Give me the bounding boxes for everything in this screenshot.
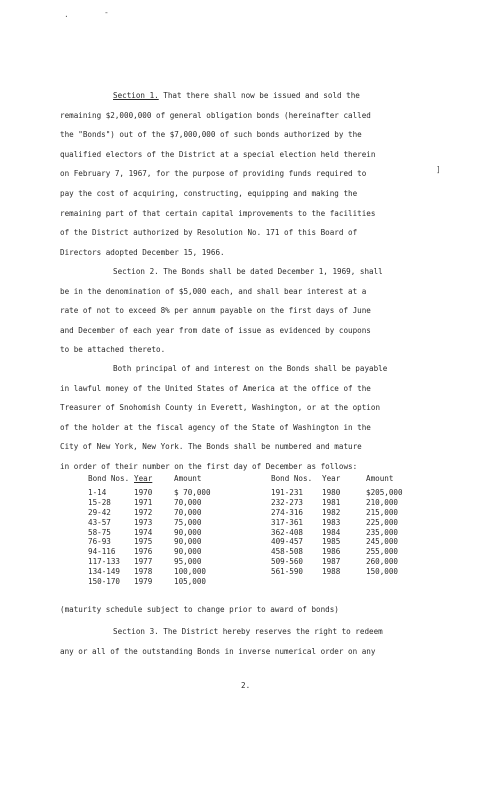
table-row [88, 488, 408, 498]
amount-cell: 105,000 [174, 577, 207, 587]
bond-nos-cell: 150-170 [88, 577, 121, 587]
scan-mark: . [64, 10, 69, 19]
text-line: Directors adopted December 15, 1966. [60, 247, 225, 257]
section-3-paragraph [60, 622, 440, 661]
text-line: Treasurer of Snohomish County in Everett, Washington, or at the option [60, 403, 381, 413]
amount-cell: 70,000 [174, 507, 202, 517]
table-body [88, 488, 408, 587]
text-line: pay the cost of acquiring, constructing, equipping and making the [60, 188, 358, 198]
bond-nos-cell: 15-28 [88, 497, 111, 507]
amount-cell: 260,000 [366, 557, 399, 567]
year-cell: 1979 [134, 577, 153, 587]
text-line: any or all of the outstanding Bonds in inverse numerical order on any [60, 646, 376, 656]
amount-cell: 100,000 [174, 567, 207, 577]
amount-cell: 90,000 [174, 547, 202, 557]
page-number: 2. [241, 681, 251, 690]
text-line: the "Bonds") out of the $7,000,000 of such bonds authorized by the [60, 130, 362, 140]
text-line: qualified electors of the District at a special election held therein [60, 149, 376, 159]
bond-nos-cell: 561-590 [271, 567, 304, 577]
bond-nos-cell: 1-14 [88, 488, 107, 497]
bond-nos-cell: 362-408 [271, 527, 304, 537]
amount-cell: 90,000 [174, 527, 202, 537]
bond-nos-cell: 509-560 [271, 557, 304, 567]
year-cell: 1987 [322, 557, 341, 567]
table-row [88, 518, 408, 528]
maturity-table [88, 474, 408, 587]
bond-nos-cell: 274-316 [271, 507, 304, 517]
year-cell: 1973 [134, 517, 153, 527]
table-row [88, 557, 408, 567]
amount-cell: 70,000 [174, 497, 202, 507]
table-row [88, 528, 408, 538]
scan-mark: ] [436, 165, 441, 174]
bond-nos-cell: 76-93 [88, 537, 111, 547]
table-row [88, 577, 408, 587]
table-row [88, 547, 408, 557]
amount-cell: 255,000 [366, 547, 399, 557]
bond-nos-cell: 43-57 [88, 517, 111, 527]
year-cell: 1977 [134, 557, 153, 567]
bond-nos-cell: 134-149 [88, 567, 121, 577]
amount-cell: 235,000 [366, 527, 399, 537]
year-cell: 1988 [322, 567, 341, 577]
header-year: Year [134, 474, 153, 483]
bond-nos-cell: 317-361 [271, 517, 304, 527]
table-row [88, 498, 408, 508]
year-cell: 1985 [322, 537, 341, 547]
year-cell: 1980 [322, 488, 341, 497]
section-2-paragraph [60, 262, 440, 360]
section-heading: Section 1. [113, 91, 159, 100]
text-line: on February 7, 1967, for the purpose of providing funds required to [60, 169, 367, 179]
text-line: rate of not to exceed 8% per annum payable on the first days of June [60, 306, 371, 316]
header-bond-nos: Bond Nos. [271, 474, 313, 483]
bond-nos-cell: 191-231 [271, 488, 304, 497]
amount-cell: 95,000 [174, 557, 202, 567]
amount-cell: 225,000 [366, 517, 399, 527]
year-cell: 1972 [134, 507, 153, 517]
amount-cell: 75,000 [174, 517, 202, 527]
text-line: Section 3. The District hereby reserves the right to redeem [113, 627, 383, 636]
table-header [88, 474, 408, 488]
text-line: of the District authorized by Resolution No. 171 of this Board of [60, 228, 358, 238]
year-cell: 1981 [322, 497, 341, 507]
table-note: (maturity schedule subject to change prior to award of bonds) [60, 605, 339, 614]
header-amount: Amount [366, 474, 394, 483]
year-cell: 1970 [134, 488, 153, 497]
text-line: Section 2. The Bonds shall be dated December 1, 1969, shall [113, 267, 383, 276]
text-line: remaining part of that certain capital improvements to the facilities [60, 208, 376, 218]
text-line: City of New York, New York. The Bonds shall be numbered and mature [60, 442, 362, 452]
bond-nos-cell: 117-133 [88, 557, 121, 567]
amount-cell: $205,000 [366, 488, 403, 497]
header-bond-nos: Bond Nos. [88, 474, 130, 483]
text-line: Both principal of and interest on the Bonds shall be payable [113, 364, 388, 373]
year-cell: 1984 [322, 527, 341, 537]
bond-nos-cell: 409-457 [271, 537, 304, 547]
scan-mark: - [104, 8, 109, 17]
year-cell: 1975 [134, 537, 153, 547]
amount-cell: 245,000 [366, 537, 399, 547]
text-line [60, 86, 440, 106]
amount-cell: 150,000 [366, 567, 399, 577]
payment-paragraph [60, 359, 440, 477]
year-cell: 1974 [134, 527, 153, 537]
text-line: in order of their number on the first day of December as follows: [60, 461, 358, 471]
amount-cell: 210,000 [366, 497, 399, 507]
text-line: to be attached thereto. [60, 345, 166, 355]
bond-nos-cell: 58-75 [88, 527, 111, 537]
bond-nos-cell: 94-116 [88, 547, 116, 557]
amount-cell: 90,000 [174, 537, 202, 547]
header-year: Year [322, 474, 341, 483]
text-line: and December of each year from date of issue as evidenced by coupons [60, 325, 371, 335]
text-fragment: That there shall now be issued and sold the [158, 91, 360, 100]
year-cell: 1982 [322, 507, 341, 517]
year-cell: 1978 [134, 567, 153, 577]
table-row [88, 567, 408, 577]
table-row [88, 508, 408, 518]
text-line: be in the denomination of $5,000 each, and shall bear interest at a [60, 286, 367, 296]
table-row [88, 537, 408, 547]
text-line: in lawful money of the United States of America at the office of the [60, 383, 371, 393]
bond-nos-cell: 458-508 [271, 547, 304, 557]
section-1-paragraph [60, 86, 440, 262]
text-line: remaining $2,000,000 of general obligation bonds (hereinafter called [60, 110, 371, 120]
text-line: of the holder at the fiscal agency of the State of Washington in the [60, 422, 371, 432]
bond-nos-cell: 232-273 [271, 497, 304, 507]
amount-cell: 215,000 [366, 507, 399, 517]
year-cell: 1986 [322, 547, 341, 557]
header-amount: Amount [174, 474, 202, 483]
bond-nos-cell: 29-42 [88, 507, 111, 517]
amount-cell: $ 70,000 [174, 488, 211, 497]
year-cell: 1976 [134, 547, 153, 557]
year-cell: 1971 [134, 497, 153, 507]
year-cell: 1983 [322, 517, 341, 527]
